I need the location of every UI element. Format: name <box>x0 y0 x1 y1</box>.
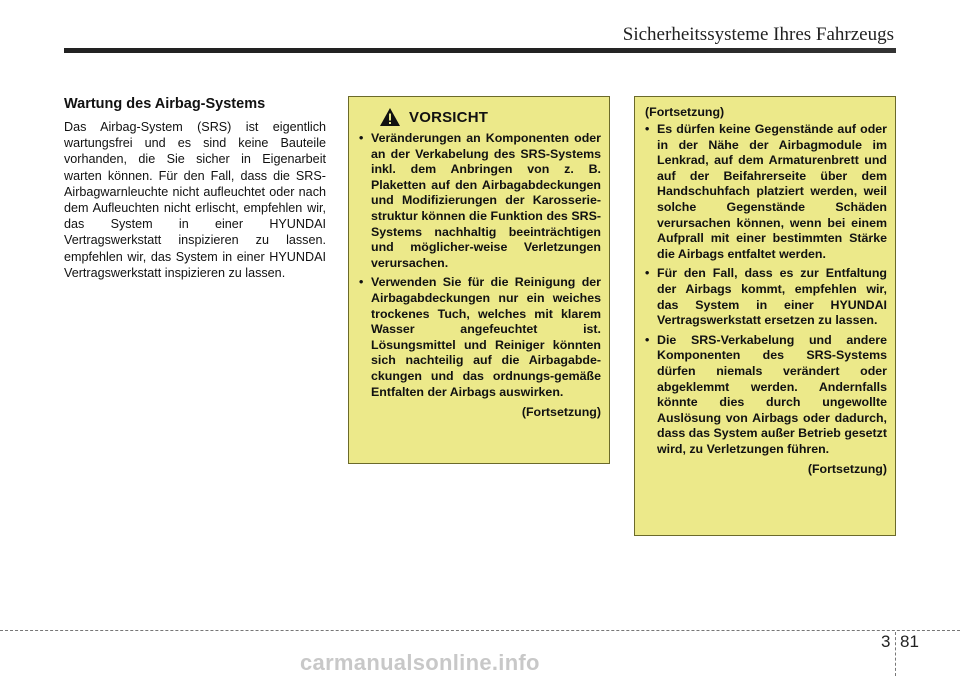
list-item: • Für den Fall, dass es zur Entfaltung der Airbags kommt, empfehlen wir, das System in einer HYUNDAI Vertragswerkstatt ersetzen zu lassen. <box>645 266 887 328</box>
page-number: 81 <box>900 632 919 651</box>
section-body: Das Airbag-System (SRS) ist eigentlich wartungsfrei und es sind keine Bauteile vorhanden, die Sie sicher in Eigenarbeit warten können. Für den Fall, dass die SRS-Airbagwarnleuchte nicht aufleuchtet oder nach dem Aufleuchten nicht erlischt, empfehlen wir, das System in einer HYUNDAI Vertragswerkstatt inspizieren zu lassen. empfehlen wir, das System in einer HYUNDAI Vertragswerkstatt inspizieren zu lassen. <box>64 120 326 280</box>
header-rule <box>64 48 896 53</box>
page-header-title: Sicherheitssysteme Ihres Fahrzeugs <box>622 24 894 45</box>
caution-box <box>348 96 610 464</box>
caution-title: VORSICHT <box>409 108 489 126</box>
maintenance-section <box>64 95 326 281</box>
list-item: • Die SRS-Verkabelung und andere Komponenten des SRS-Systems dürfen niemals verändert oder abgeklemmt werden. Andernfalls könnte dies durch ungewollte Auslösung von Airbags oder dadurch, dass das System außer Betrieb gesetzt wird, zu Verletzungen führen. <box>645 333 887 458</box>
list-item: • Verwenden Sie für die Reinigung der Airbagabdeckungen nur ein weiches trockenes Tuch, welches mit klarem Wasser angefeuchtet ist. Lösungsmittel und Reiniger könnten sich nachteilig auf die Airbagabde-ckungen und das ordnungs-gemäße Entfalten der Airbags auswirken. <box>359 275 601 400</box>
warning-triangle-icon <box>379 107 401 127</box>
caution-box-continued <box>634 96 896 536</box>
section-title: Wartung des Airbag-Systems <box>64 96 266 112</box>
caution-list <box>359 131 601 400</box>
chapter-number: 3 <box>881 632 891 651</box>
list-item: • Es dürfen keine Gegenstände auf oder in der Nähe der Airbagmodule im Lenkrad, auf dem Armaturenbrett und auf der Beifahrerseite über dem Handschuhfach platziert werden, weil solche Gegenstände Schäden verursachen können, wenn bei einem Aufprall mit einer bestimmten Stärke die Airbags entfaltet werden. <box>645 122 887 262</box>
watermark: carmanualsonline.info <box>300 650 540 675</box>
continuation-note: (Fortsetzung) <box>521 405 601 420</box>
continuation-note: (Fortsetzung) <box>807 462 887 477</box>
caution-header <box>379 107 601 127</box>
footer-rule <box>0 630 960 631</box>
page-divider <box>895 632 896 676</box>
continuation-header: (Fortsetzung) <box>645 105 725 119</box>
list-item: • Veränderungen an Komponenten oder an der Verkabelung des SRS-Systems inkl. dem Anbringen von z. B. Plaketten auf den Airbagabdeckungen und Modifizierungen der Karosserie-struktur können die Funktion des SRS-Systems nachhaltig beeinträchtigen und möglicher-weise Verletzungen verursachen. <box>359 131 601 271</box>
caution-list <box>645 122 887 457</box>
